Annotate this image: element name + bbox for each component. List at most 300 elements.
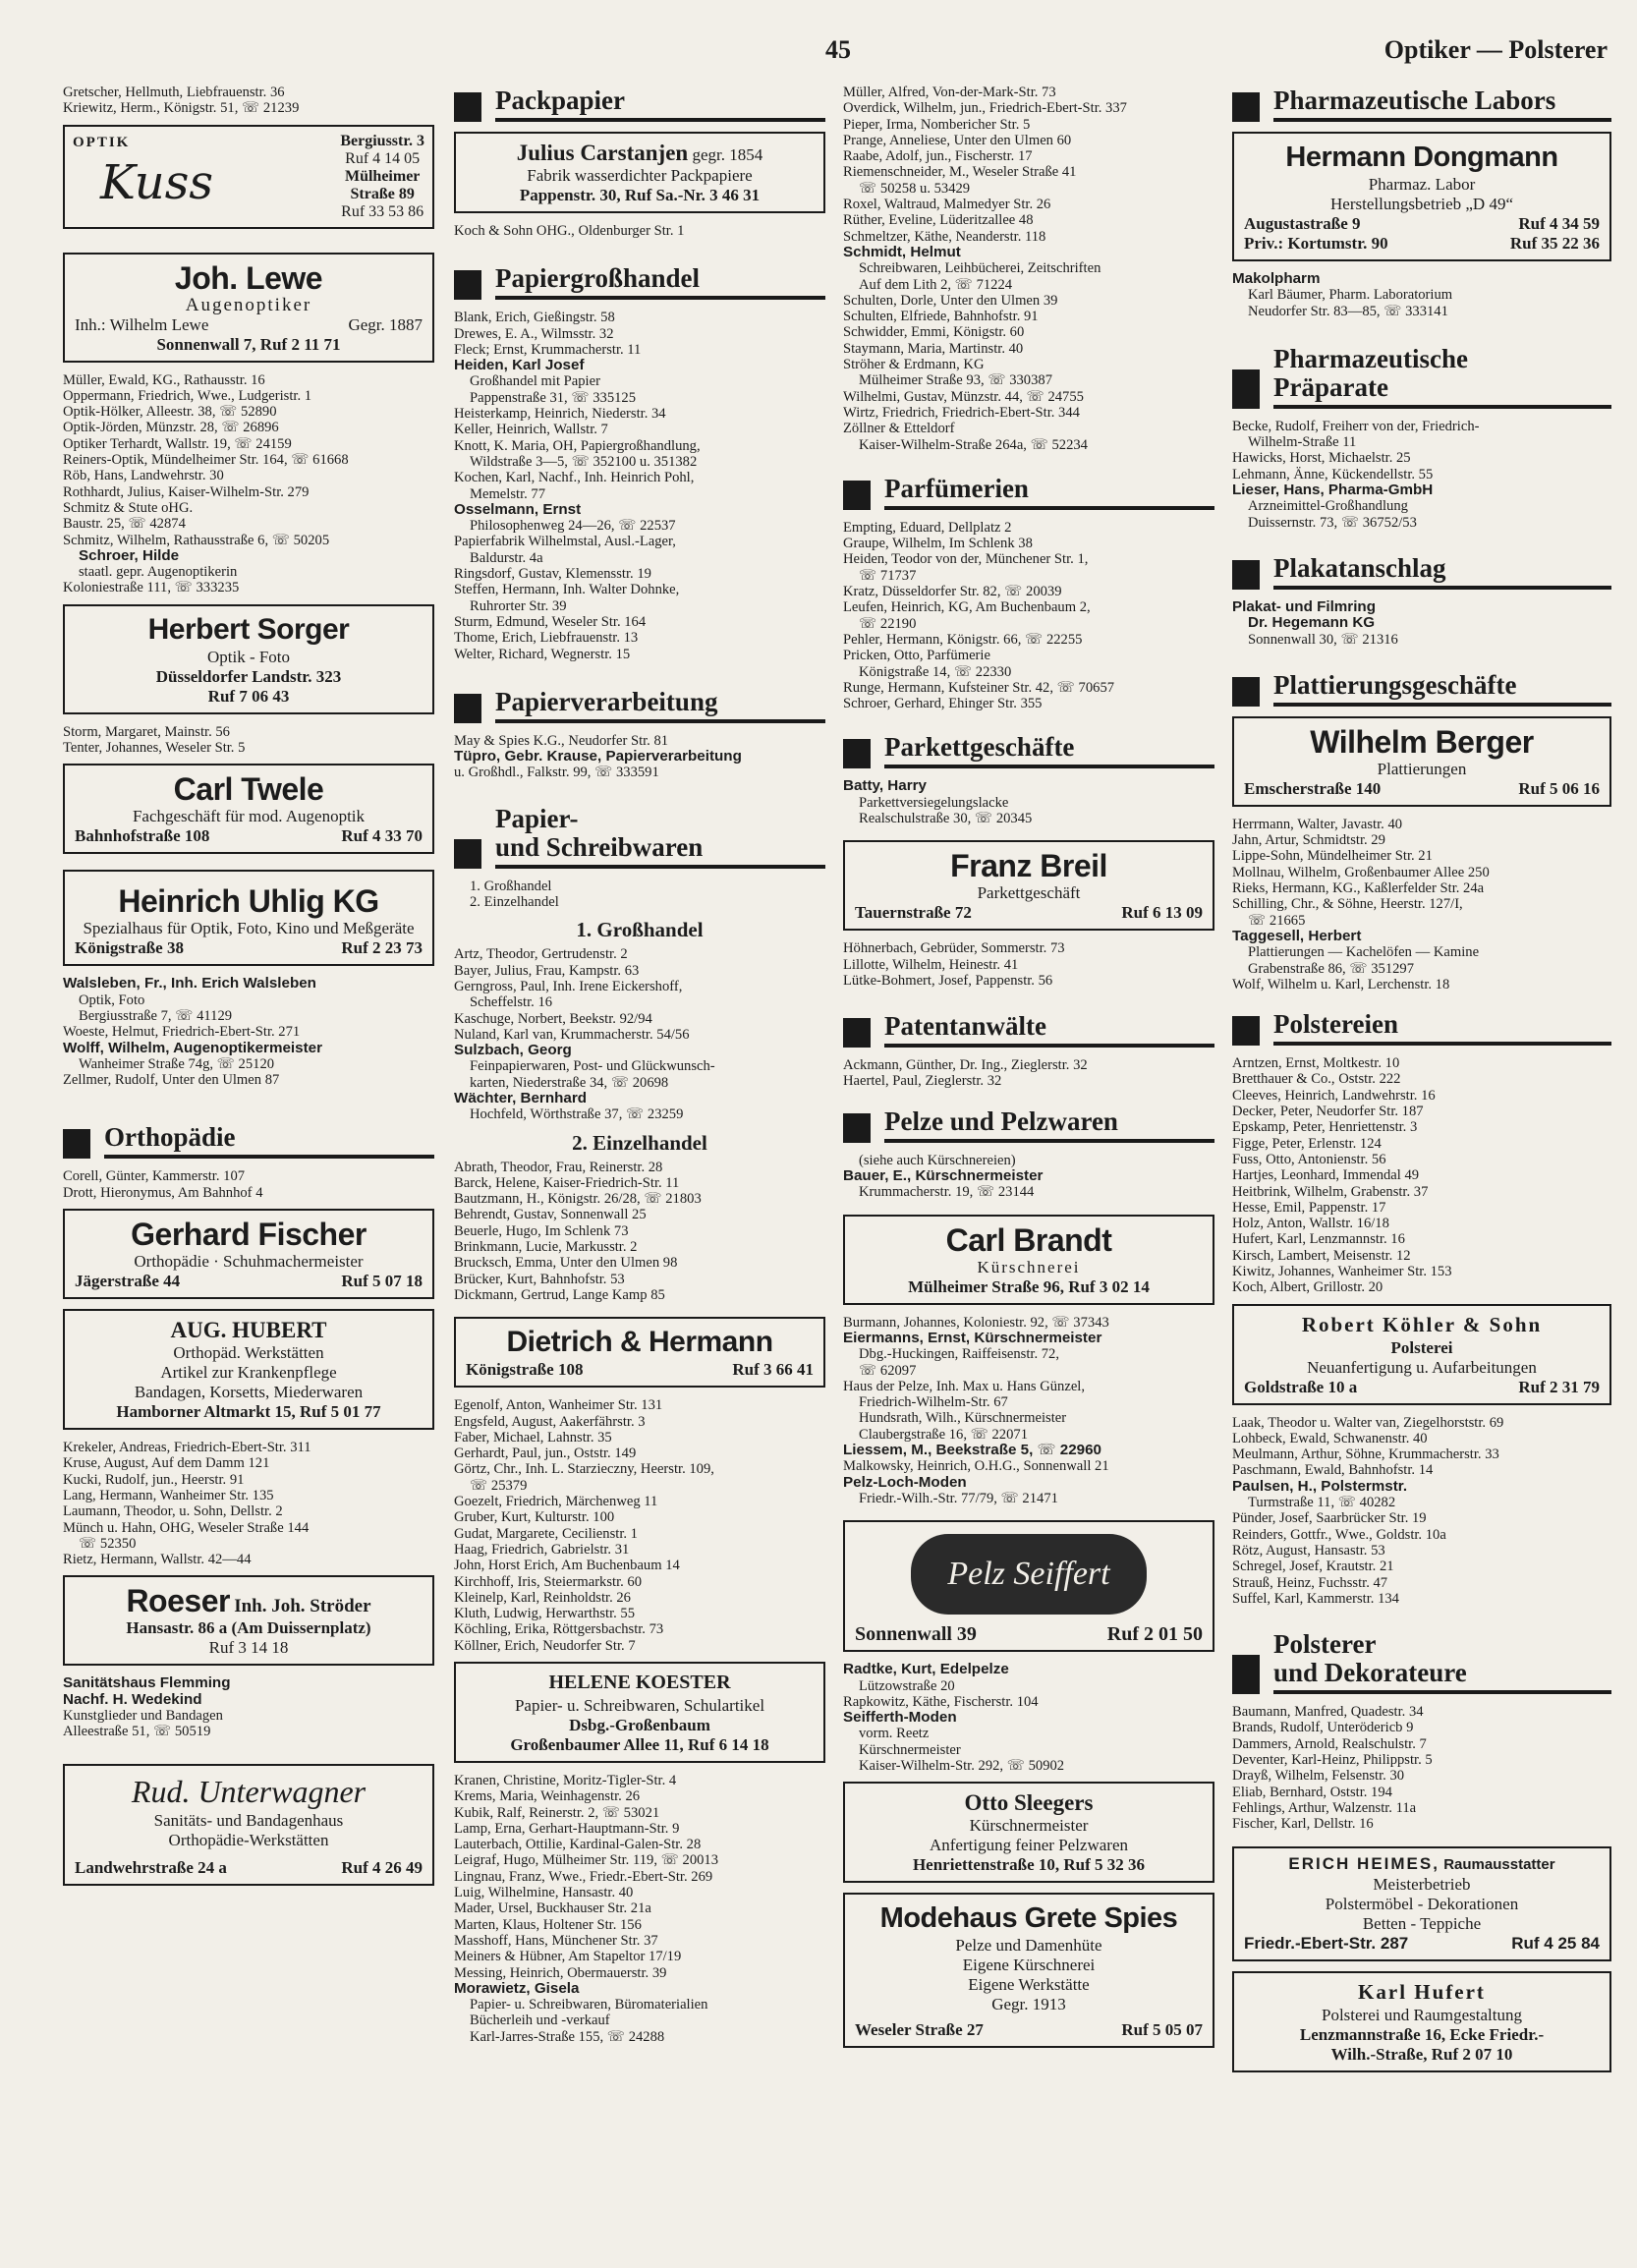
listing-entry: Fuss, Otto, Antonienstr. 56 [1232,1151,1386,1167]
section-heading [454,86,825,122]
ad-line: Dsbg.-Großenbaum [569,1716,710,1734]
listing-entry: Köllner, Erich, Neudorfer Str. 7 [454,1637,636,1654]
listing-entry: Kaschuge, Norbert, Beekstr. 92/94 [454,1010,652,1027]
entry-list [454,1397,825,1654]
entry-list [1232,271,1611,319]
ad-address: Emscherstraße 140 [1244,778,1382,798]
ad-unterwagner [63,1764,434,1886]
listing-entry: Graupe, Wilhelm, Im Schlenk 38 [843,536,1033,552]
ad-name: Wilhelm Berger [1310,723,1534,760]
listing-entry: Ringsdorf, Gustav, Klemensstr. 19 [454,566,651,583]
listing-entry: Grabenstraße 86, ☏ 351297 [1248,960,1415,977]
listing-entry: Optik-Hölker, Alleestr. 38, ☏ 52890 [63,404,277,421]
listing-entry: Brücker, Kurt, Bahnhofstr. 53 [454,1271,625,1287]
listing-entry: Keller, Heinrich, Wallstr. 7 [454,422,608,438]
column-4 [1232,85,1611,2082]
ad-name: ERICH HEIMES, [1288,1853,1439,1873]
listing-entry: ☏ 25379 [470,1477,528,1494]
ad-address: Pappenstr. 30, Ruf Sa.-Nr. 3 46 31 [519,186,761,204]
ad-address: Wilh.-Straße, Ruf 2 07 10 [1330,2044,1513,2064]
listing-entry: Kürschnermeister [859,1741,961,1758]
listing-entry: Hochfeld, Wörthstraße 37, ☏ 23259 [470,1106,684,1123]
ad-sub: Augenoptiker [185,294,312,315]
ad-line: Ruf 33 53 86 [341,202,424,220]
ad-line: Straße 89 [350,185,415,202]
ad-name: Dietrich & Hermann [506,1326,773,1359]
listing-entry: Heisterkamp, Heinrich, Niederstr. 34 [454,406,666,423]
listing-entry: Lütke-Bohmert, Josef, Pappenstr. 56 [843,972,1053,989]
ad-line: Betten - Teppiche [1362,1913,1482,1933]
section-marker [843,481,871,510]
listing-entry: Papierfabrik Wilhelmstal, Ausl.-Lager, [454,534,676,550]
listing-entry: Optik, Foto [79,992,145,1008]
ad-line: Artikel zur Krankenpflege [160,1363,337,1383]
section-marker [1232,1655,1260,1694]
listing-entry: Pricken, Otto, Parfümerie [843,648,990,664]
listing-entry: Abrath, Theodor, Frau, Reinerstr. 28 [454,1159,663,1175]
listing-entry: Wolff, Wilhelm, Augenoptikermeister [63,1040,322,1056]
listing-entry: Bücherleih und -verkauf [470,2013,610,2029]
listing-entry: Müller, Alfred, Von-der-Mark-Str. 73 [843,85,1056,100]
column-3 [843,85,1214,2058]
section-title: Pelze und Pelzwaren [884,1107,1214,1143]
listing-entry: Kunstglieder und Bandagen [63,1707,223,1724]
listing-entry: Krummacherstr. 19, ☏ 23144 [859,1184,1035,1201]
ad-heimes [1232,1846,1611,1961]
listing-entry: Koloniestraße 111, ☏ 333235 [63,580,240,596]
listing-entry: Hundsrath, Wilh., Kürschnermeister [859,1410,1067,1427]
ad-line: Mülheimer [344,167,421,185]
listing-entry: 2. Einzelhandel [470,894,559,911]
ad-uhlig [63,870,434,966]
ad-name: Heinrich Uhlig KG [118,883,379,920]
listing-entry: Hartjes, Leonhard, Immendal 49 [1232,1167,1420,1184]
listing-entry: Königstraße 14, ☏ 22330 [859,663,1012,680]
listing-entry: Gruber, Kurt, Kulturstr. 100 [454,1509,615,1526]
ad-line: Pelze und Damenhüte [955,1936,1102,1956]
listing-entry: Friedr.-Wilh.-Str. 77/79, ☏ 21471 [859,1490,1058,1506]
listing-entry: Oppermann, Friedrich, Wwe., Ludgeristr. 1 [63,387,312,404]
section-heading [843,733,1214,768]
entry-list [63,976,434,1088]
ad-sub: Parkettgeschäft [977,883,1081,903]
section-heading [1232,86,1611,122]
page-header [59,35,1608,69]
ad-name: Roeser [126,1583,230,1619]
listing-entry: Drayß, Wilhelm, Felsenstr. 30 [1232,1768,1405,1785]
listing-entry: Gerhardt, Paul, jun., Oststr. 149 [454,1446,637,1462]
listing-entry: Reinders, Gottfr., Wwe., Goldstr. 10a [1232,1526,1446,1543]
listing-entry: Optik-Jörden, Münzstr. 28, ☏ 26896 [63,420,279,436]
listing-entry: Kleinelp, Karl, Reinholdstr. 26 [454,1589,631,1606]
ad-phone: Ruf 6 13 09 [1121,903,1203,923]
entry-list [454,1773,825,2045]
listing-entry: Dr. Hegemann KG [1248,615,1376,632]
listing-entry: Zöllner & Etteldorf [843,421,955,437]
ad-line: Ruf 4 14 05 [345,149,421,167]
entry-list [63,1168,434,1201]
listing-entry: Röb, Hans, Landwehrstr. 30 [63,468,224,484]
listing-entry: Tüpro, Gebr. Krause, Papierverarbeitung [454,749,742,765]
entry-list [1232,817,1611,992]
listing-entry: Duissernstr. 73, ☏ 36752/53 [1248,514,1417,531]
listing-entry: Höhnerbach, Gebrüder, Sommerstr. 73 [843,940,1065,957]
ad-sub: Orthopädie · Schuhmachermeister [134,1252,364,1272]
listing-entry: Laak, Theodor u. Walter van, Ziegelhorststr. 69 [1232,1414,1504,1431]
ad-name: Gerhard Fischer [131,1217,367,1253]
listing-entry: (siehe auch Kürschnereien) [859,1152,1016,1168]
section-title: Parkettgeschäfte [884,733,1214,768]
ad-phone: Ruf 7 06 43 [207,686,290,706]
ad-brandt [843,1215,1214,1305]
section-marker [63,1129,90,1159]
section-title: Pharmazeutische Labors [1273,86,1611,122]
listing-entry: ☏ 21665 [1248,912,1306,929]
ad-sorger [63,604,434,714]
listing-entry: Riemenschneider, M., Weseler Straße 41 [843,164,1077,181]
listing-entry: staatl. gepr. Augenoptikerin [79,564,238,581]
section-title-block [1273,1630,1611,1694]
listing-entry: Kirsch, Lambert, Meisenstr. 12 [1232,1247,1411,1264]
listing-entry: Laumann, Theodor, u. Sohn, Dellstr. 2 [63,1503,283,1520]
listing-entry: Wilhelm-Straße 11 [1248,434,1357,451]
ad-address: Bahnhofstraße 108 [75,826,210,846]
listing-entry: Eliab, Bernhard, Oststr. 194 [1232,1784,1392,1800]
entry-list [454,879,825,911]
entry-list [63,372,434,596]
section-marker [1232,369,1260,409]
section-marker [1232,1016,1260,1046]
ad-roeser [63,1575,434,1666]
ad-line: Gegr. 1887 [348,314,423,334]
ad-seiffert [843,1520,1214,1652]
column-2 [454,85,825,2045]
listing-entry: Leigraf, Hugo, Mülheimer Str. 119, ☏ 20013 [454,1852,719,1869]
listing-entry: Lauterbach, Ottilie, Kardinal-Galen-Str. 28 [454,1837,702,1853]
section-title: Plakatanschlag [1273,554,1611,590]
entry-list [843,1057,1214,1090]
listing-entry: Barck, Helene, Kaiser-Friedrich-Str. 11 [454,1174,680,1191]
listing-entry: Fischer, Karl, Dellstr. 16 [1232,1816,1374,1833]
listing-entry: Ströher & Erdmann, KG [843,357,985,373]
listing-entry: Feinpapierwaren, Post- und Glückwunsch- [470,1058,715,1075]
listing-entry: Köchling, Erika, Röttgersbachstr. 73 [454,1621,664,1638]
listing-entry: Parkettversiegelungslacke [859,794,1009,811]
listing-entry: Hawicks, Horst, Michaelstr. 25 [1232,450,1411,467]
listing-entry: vorm. Reetz [859,1726,930,1742]
listing-entry: Haag, Friedrich, Gabrielstr. 31 [454,1541,630,1558]
listing-entry: Schmidt, Helmut [843,244,961,260]
listing-entry: Prange, Anneliese, Unter den Ulmen 60 [843,132,1072,148]
listing-entry: Görtz, Chr., Inh. L. Starzieczny, Heerstr. 109, [454,1461,714,1478]
listing-entry: Kruse, August, Auf dem Damm 121 [63,1455,270,1472]
listing-entry: 1. Großhandel [470,878,552,894]
listing-entry: Jahn, Artur, Schmidtstr. 29 [1232,832,1385,849]
listing-entry: Friedrich-Wilhelm-Str. 67 [859,1394,1008,1411]
ad-line: Orthopädie-Werkstätten [168,1830,329,1849]
ad-name: Carl Twele [173,771,324,808]
ad-line: Papier- u. Schreibwaren, Schulartikel [514,1696,765,1715]
listing-entry: Memelstr. 77 [470,485,546,502]
listing-entry: Philosophenweg 24—26, ☏ 22537 [470,518,676,535]
listing-entry: Schroer, Hilde [79,547,180,564]
section-title: Parfümerien [884,475,1214,510]
ad-line: Meisterbetrieb [1373,1874,1471,1894]
ad-address: Landwehrstraße 24 a [75,1857,227,1877]
section-heading [1232,1010,1611,1046]
listing-entry: Holz, Anton, Wallstr. 16/18 [1232,1216,1389,1232]
entry-list [843,778,1214,826]
listing-entry: Fehlings, Arthur, Walzenstr. 11a [1232,1799,1417,1816]
listing-entry: Makolpharm [1232,271,1321,287]
ad-address: Hansastr. 86 a (Am Duissernplatz) [126,1618,371,1638]
listing-entry: Kirchhoff, Iris, Steiermarkstr. 60 [454,1573,643,1590]
ad-address: Augustastraße 9 [1244,214,1361,233]
subheading: 1. Großhandel [576,918,704,942]
listing-entry: Bayer, Julius, Frau, Kampstr. 63 [454,962,640,979]
listing-entry: Plattierungen — Kachelöfen — Kamine [1248,944,1480,961]
ad-address: Hamborner Altmarkt 15, Ruf 5 01 77 [116,1402,381,1422]
section-title-block [1273,345,1611,409]
subheading: 2. Einzelhandel [572,1130,707,1155]
listing-entry: Schmitz, Wilhelm, Rathausstraße 6, ☏ 50205 [63,532,330,548]
entry-list [63,724,434,757]
ad-phone: Ruf 4 33 70 [341,826,423,846]
section-marker [843,1018,871,1048]
ad-sleegers [843,1782,1214,1883]
section-heading [1232,345,1611,409]
listing-entry: Haus der Pelze, Inh. Max u. Hans Günzel, [843,1378,1085,1394]
ad-phone: Ruf 4 34 59 [1518,214,1600,233]
ad-kuss [63,125,434,229]
section-title: Pharmazeutische [1273,343,1468,373]
seiffert-logo-text: Pelz Seiffert [947,1556,1110,1593]
listing-entry: Becke, Rudolf, Freiherr von der, Friedrich- [1232,418,1480,434]
ad-hufert [1232,1971,1611,2072]
section-marker [1232,560,1260,590]
listing-entry: Brinkmann, Lucie, Markusstr. 2 [454,1239,638,1256]
ad-line: Sanitäts- und Bandagenhaus [153,1810,344,1830]
listing-entry: Messing, Heinrich, Obermauerstr. 39 [454,1964,667,1981]
entry-list [843,940,1214,989]
listing-entry: Pehler, Hermann, Königstr. 66, ☏ 22255 [843,631,1083,648]
listing-entry: Burmann, Johannes, Koloniestr. 92, ☏ 37343 [843,1314,1109,1331]
ad-line: Polstermöbel - Dekorationen [1325,1894,1519,1913]
listing-entry: Karl-Jarres-Straße 155, ☏ 24288 [470,2028,665,2045]
ad-line: Neuanfertigung u. Aufarbeitungen [1307,1357,1537,1377]
ad-line: Eigene Werkstätte [968,1975,1090,1995]
listing-entry: Alleestraße 51, ☏ 50519 [63,1724,211,1740]
listing-entry: Raabe, Adolf, jun., Fischerstr. 17 [843,148,1033,165]
ad-name: Carl Brandt [945,1221,1112,1258]
listing-entry: Kucki, Rudolf, jun., Heerstr. 91 [63,1471,245,1488]
ad-phone: Ruf 5 06 16 [1518,778,1600,798]
listing-entry: Radtke, Kurt, Edelpelze [843,1662,1009,1678]
listing-entry: Reiners-Optik, Mündelheimer Str. 164, ☏ 61668 [63,452,349,469]
section-title-block [495,805,825,869]
entry-list [454,733,825,781]
listing-entry: ☏ 50258 u. 53429 [859,180,971,197]
listing-entry: Luig, Wilhelmine, Hansastr. 40 [454,1885,634,1901]
listing-entry: Lamp, Erna, Gerhart-Hauptmann-Str. 9 [454,1820,680,1837]
ad-name: HELENE KOESTER [548,1672,731,1693]
listing-entry: Haertel, Paul, Zieglerstr. 32 [843,1073,1002,1090]
ad-breil [843,840,1214,931]
listing-entry: Gerngross, Paul, Inh. Irene Eickershoff, [454,978,683,994]
listing-entry: Faber, Michael, Lahnstr. 35 [454,1429,612,1446]
listing-entry: Engsfeld, August, Aakerfährstr. 3 [454,1413,646,1430]
listing-entry: Egenolf, Anton, Wanheimer Str. 131 [454,1397,663,1414]
ad-address: Goldstraße 10 a [1244,1377,1358,1396]
ad-sub: Plattierungen [1377,759,1467,778]
ad-name: Herbert Sorger [147,612,350,646]
listing-entry: Dickmann, Gertrud, Lange Kamp 85 [454,1286,665,1303]
listing-entry: karten, Niederstraße 34, ☏ 20698 [470,1074,669,1091]
listing-entry: Suffel, Karl, Kammerstr. 134 [1232,1590,1399,1607]
listing-entry: Strauß, Heinz, Fuchsstr. 47 [1232,1574,1388,1591]
listing-entry: Schreibwaren, Leihbücherei, Zeitschriften [859,260,1101,277]
section-title: Polstereien [1273,1010,1611,1046]
listing-entry: Lingnau, Franz, Wwe., Friedr.-Ebert-Str. 269 [454,1868,713,1885]
listing-entry: Wächter, Bernhard [454,1090,588,1106]
listing-entry: Bergiusstraße 7, ☏ 41129 [79,1007,233,1024]
listing-entry: Ruhrorter Str. 39 [470,597,567,614]
entry-list [843,520,1214,712]
listing-entry: Steffen, Hermann, Inh. Walter Dohnke, [454,582,680,598]
ad-phone: Ruf 5 07 18 [341,1272,423,1291]
listing-entry: Lehmann, Änne, Kückendellstr. 55 [1232,466,1434,482]
listing-entry: Herrmann, Walter, Javastr. 40 [1232,816,1403,832]
listing-entry: Meiners & Hübner, Am Stapeltor 17/19 [454,1949,682,1965]
ad-twele [63,764,434,854]
listing-entry: Knott, K. Maria, OH, Papiergroßhandlung, [454,437,701,454]
listing-entry: Welter, Richard, Wegnerstr. 15 [454,646,631,662]
ad-line: Herstellungsbetrieb „D 49“ [1330,195,1513,213]
listing-entry: Rapkowitz, Käthe, Fischerstr. 104 [843,1693,1039,1710]
listing-entry: Mader, Ursel, Buckhauser Str. 21a [454,1900,651,1917]
listing-entry: Schmeltzer, Käthe, Neanderstr. 118 [843,228,1046,245]
entry-list [454,1160,825,1304]
listing-entry: Lohbeck, Ewald, Schwanenstr. 40 [1232,1430,1428,1446]
listing-entry: Drewes, E. A., Wilmsstr. 32 [454,325,614,342]
column-1 [63,85,434,1896]
ad-founded: gegr. 1854 [692,145,763,164]
listing-entry: Blank, Erich, Gießingstr. 58 [454,310,615,326]
listing-entry: Koch & Sohn OHG., Oldenburger Str. 1 [454,223,685,239]
ad-carstanjen [454,132,825,213]
listing-entry: Taggesell, Herbert [1232,928,1362,944]
ad-sub: Optik - Foto [206,647,291,666]
ad-address: Großenbaumer Allee 11, Ruf 6 14 18 [510,1735,769,1754]
section-heading [1232,671,1611,707]
entry-list [843,1153,1214,1201]
listing-entry: May & Spies K.G., Neudorfer Str. 81 [454,732,669,749]
listing-entry: Brands, Rudolf, Unterödericb 9 [1232,1720,1414,1736]
listing-entry: Heiden, Teodor von der, Münchener Str. 1, [843,551,1089,568]
listing-entry: Dbg.-Huckingen, Raiffeisenstr. 72, [859,1346,1060,1363]
entry-list [1232,1055,1611,1295]
listing-entry: Karl Bäumer, Pharm. Laboratorium [1248,287,1453,304]
ad-phone: Ruf 3 66 41 [732,1360,814,1380]
listing-entry: Goezelt, Friedrich, Märchenweg 11 [454,1494,658,1510]
ad-sub: Fachgeschäft für mod. Augenoptik [132,807,366,826]
running-title: Optiker — Polsterer [1383,35,1608,64]
entry-list [454,946,825,1122]
listing-entry: Woeste, Helmut, Friedrich-Ebert-Str. 271 [63,1024,301,1041]
ad-name: Robert Köhler & Sohn [1301,1312,1543,1336]
listing-entry: Bautzmann, H., Königstr. 26/28, ☏ 21803 [454,1191,702,1208]
seiffert-logo [911,1534,1147,1615]
ad-phone: Ruf 3 14 18 [208,1638,289,1658]
ad-line: Eigene Kürschnerei [962,1956,1096,1975]
section-heading [843,1107,1214,1143]
listing-entry: Schmitz & Stute oHG. [63,499,194,516]
section-title: Papier- [495,803,579,833]
ad-name: AUG. HUBERT [170,1318,327,1343]
ad-dietrich [454,1317,825,1388]
listing-entry: Wilhelmi, Gustav, Münzstr. 44, ☏ 24755 [843,388,1084,405]
listing-entry: Ackmann, Günther, Dr. Ing., Zieglerstr. 32 [843,1057,1088,1074]
ad-address: Mülheimer Straße 96, Ruf 3 02 14 [908,1276,1150,1296]
section-heading [1232,554,1611,590]
listing-entry: Schregel, Josef, Krautstr. 21 [1232,1559,1394,1575]
listing-entry: Nuland, Karl van, Krummacherstr. 54/56 [454,1026,690,1043]
listing-entry: Pieper, Irma, Nombericher Str. 5 [843,116,1031,133]
entry-list [454,223,825,239]
listing-entry: Kubik, Ralf, Reinerstr. 2, ☏ 53021 [454,1804,660,1821]
listing-entry: Sulzbach, Georg [454,1043,572,1059]
ad-phone: Ruf 4 26 49 [341,1857,423,1877]
entry-list [1232,419,1611,531]
listing-entry: Lillotte, Wilhelm, Heinestr. 41 [843,956,1019,973]
listing-entry: Heitbrink, Wilhelm, Grabenstr. 37 [1232,1183,1429,1200]
section-heading [843,1012,1214,1048]
listing-entry: Wirtz, Friedrich, Friedrich-Ebert-Str. 344 [843,404,1080,421]
listing-entry: Pelz-Loch-Moden [843,1474,967,1491]
entry-list [63,1440,434,1567]
ad-phone: Ruf 35 22 36 [1509,234,1600,253]
ad-address: Weseler Straße 27 [855,2020,984,2040]
ad-address: Jägerstraße 44 [75,1272,181,1291]
listing-entry: Thome, Erich, Liebfrauenstr. 13 [454,630,639,647]
ad-name: Joh. Lewe [174,259,323,296]
listing-entry: Kaiser-Wilhelm-Straße 264a, ☏ 52234 [859,436,1088,453]
listing-entry: Arzneimittel-Großhandlung [1248,498,1408,515]
section-marker [843,739,871,768]
listing-entry: Masshoff, Hans, Münchener Str. 37 [454,1932,658,1949]
listing-entry: Figge, Peter, Erlenstr. 124 [1232,1135,1382,1152]
ad-spies [843,1893,1214,2048]
listing-entry: u. Großhdl., Falkstr. 99, ☏ 333591 [454,765,659,781]
ad-line: Bergiusstr. 3 [340,132,424,149]
section-title: Orthopädie [104,1123,434,1159]
ad-line: Inh.: Wilhelm Lewe [75,314,209,334]
ad-line: Anfertigung feiner Pelzwaren [929,1836,1129,1855]
ad-label: OPTIK [73,134,131,150]
entry-list [843,85,1214,453]
ad-name: Franz Breil [950,848,1107,884]
listing-entry: Mollnau, Wilhelm, Großenbaumer Allee 250 [1232,864,1490,880]
section-heading [63,1123,434,1159]
ad-line: Bandagen, Korsetts, Miederwaren [134,1383,364,1402]
listing-entry: Brucksch, Emma, Unter den Ulmen 98 [454,1255,678,1272]
section-title: Polsterer [1273,1629,1377,1660]
listing-entry: Leufen, Heinrich, KG, Am Buchenbaum 2, [843,599,1091,616]
listing-entry: Pünder, Josef, Saarbrücker Str. 19 [1232,1510,1427,1527]
section-marker [454,270,481,300]
listing-entry: Marten, Klaus, Holtener Str. 156 [454,1916,642,1933]
ad-koehler [1232,1304,1611,1405]
